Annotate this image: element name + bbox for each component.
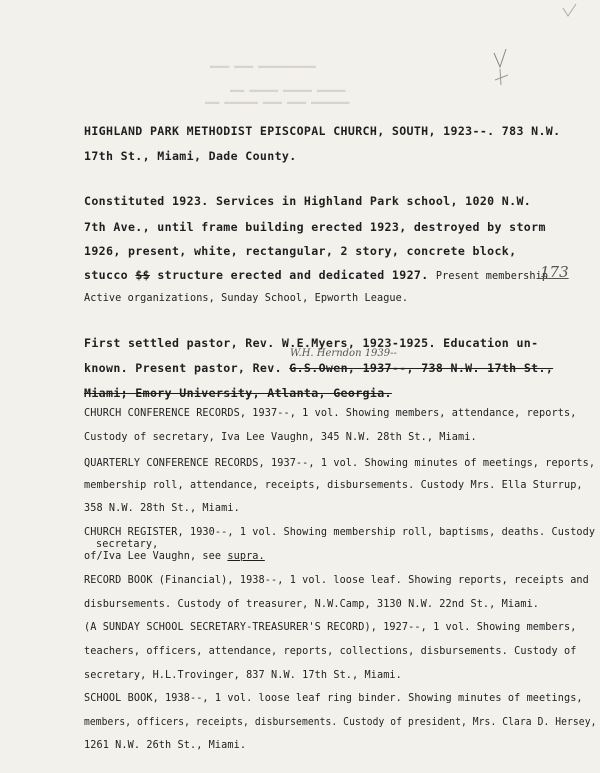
history-line-3: 1926, present, white, rectangular, 2 story, concrete block, bbox=[84, 244, 517, 258]
struck-text: $$ bbox=[135, 268, 150, 282]
record-line bbox=[84, 552, 265, 562]
heading-line-2: 17th St., Miami, Dade County. bbox=[84, 149, 297, 163]
history-line-4 bbox=[84, 270, 548, 282]
record-line: members, officers, receipts, disbursements. Custody of president, Mrs. Clara D. Hersey, bbox=[84, 717, 597, 728]
pastors-line-2 bbox=[84, 363, 553, 375]
record-title: CHURCH CONFERENCE RECORDS, 1937--, 1 vol. Showing members, attendance, reports, bbox=[84, 408, 577, 419]
pencil-checkmark-icon bbox=[490, 45, 520, 90]
history-line-2: 7th Ave., until frame building erected 1923, destroyed by storm bbox=[84, 220, 546, 234]
history-line-1: Constituted 1923. Services in Highland Park school, 1020 N.W. bbox=[84, 194, 532, 208]
membership-handwritten: 173 bbox=[540, 263, 569, 281]
record-line: 358 N.W. 28th St., Miami. bbox=[84, 503, 240, 514]
history-line-5: Active organizations, Sunday School, Epworth League. bbox=[84, 293, 409, 304]
pastors-line-2-start: known. Present pastor, Rev. bbox=[84, 361, 282, 375]
record-title: (A SUNDAY SCHOOL SECRETARY-TREASURER'S RECORD), 1927--, 1 vol. Showing members, bbox=[84, 622, 577, 633]
pastors-line-3-struck: Miami; Emory University, Atlanta, Georgia. bbox=[84, 386, 392, 400]
history-line-4-middle: structure erected and dedicated 1927. bbox=[157, 268, 429, 282]
record-line: membership roll, attendance, receipts, disbursements. Custody Mrs. Ella Sturrup, bbox=[84, 480, 583, 491]
pencil-tick-icon bbox=[560, 2, 580, 20]
record-title: QUARTERLY CONFERENCE RECORDS, 1937--, 1 vol. Showing minutes of meetings, reports, bbox=[84, 458, 596, 469]
record-line: disbursements. Custody of treasurer, N.W.Camp, 3130 N.W. 22nd St., Miami. bbox=[84, 599, 540, 610]
record-title: RECORD BOOK (Financial), 1938--, 1 vol. loose leaf. Showing reports, receipts and bbox=[84, 575, 589, 586]
struck-pastor-text: G.S.Owen, 1937--, 738 N.W. 17th St., bbox=[289, 361, 554, 375]
supra-reference: supra. bbox=[227, 551, 265, 562]
record-line: 1261 N.W. 26th St., Miami. bbox=[84, 740, 247, 751]
history-line-4-start: stucco bbox=[84, 268, 128, 282]
record-line: secretary, H.L.Trovinger, 837 N.W. 17th St., Miami. bbox=[84, 670, 402, 681]
record-line: teachers, officers, attendance, reports, collections, disbursements. Custody of bbox=[84, 646, 577, 657]
record-title: CHURCH REGISTER, 1930--, 1 vol. Showing membership roll, baptisms, deaths. Custody bbox=[84, 527, 596, 538]
handwritten-pastor-correction: W.H. Herndon 1939-- bbox=[290, 348, 397, 359]
heading-line-1: HIGHLAND PARK METHODIST EPISCOPAL CHURCH, SOUTH, 1923--. 783 N.W. bbox=[84, 124, 561, 138]
bleed-through-text: ▬▬▬ ▬▬▬▬▬▬ ▬▬▬▬▬▬ ▬▬▬▬▬▬ bbox=[230, 86, 346, 95]
bleed-through-text: ▬▬▬ ▬▬▬▬▬▬▬ ▬▬▬▬ ▬▬▬▬ ▬▬▬▬▬▬▬▬ bbox=[205, 98, 350, 107]
record-insert-secretary: secretary, bbox=[96, 539, 159, 550]
record-line: Custody of secretary, Iva Lee Vaughn, 345 N.W. 28th St., Miami. bbox=[84, 432, 477, 443]
record-title: SCHOOL BOOK, 1938--, 1 vol. loose leaf ring binder. Showing minutes of meetings, bbox=[84, 693, 583, 704]
history-line-4-end: Present membership bbox=[435, 271, 549, 282]
record-line-start: of/Iva Lee Vaughn, see bbox=[84, 551, 222, 562]
pastors-line-1: First settled pastor, Rev. W.E.Myers, 1923-1925. Education un- bbox=[84, 336, 539, 350]
bleed-through-text: ▬▬▬▬ ▬▬▬▬ ▬▬▬▬▬▬▬▬▬▬▬▬ bbox=[210, 62, 316, 71]
